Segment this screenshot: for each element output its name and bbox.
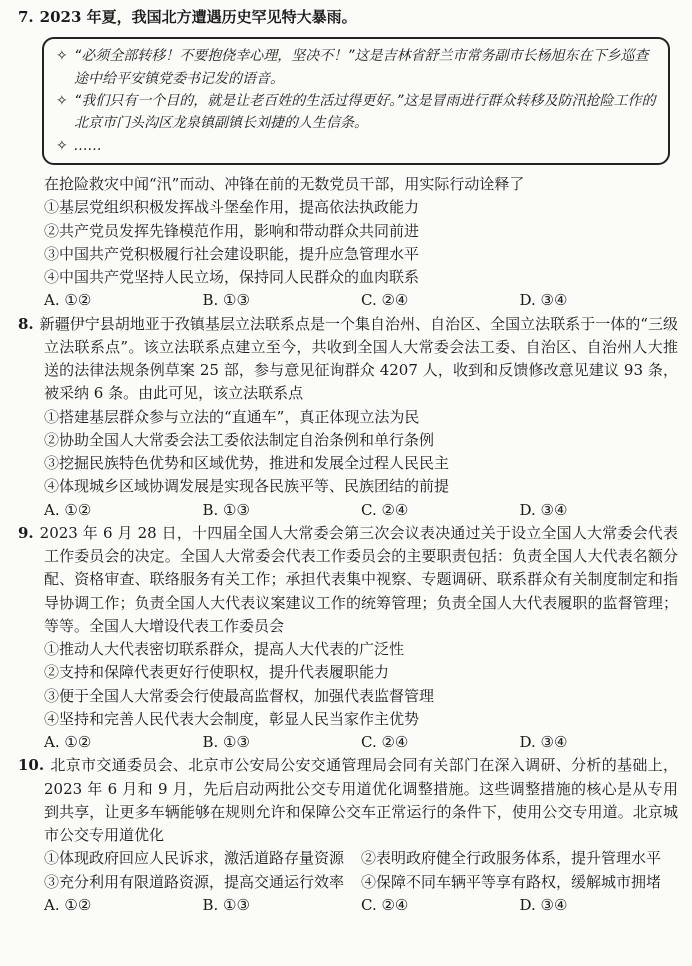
quote-text: “必须全部转移！不要抱侥幸心理，坚决不！”这是吉林省舒兰市常务副市长杨旭东在下乡巡查途中给平安镇党委书记发的语音。 bbox=[74, 48, 649, 87]
statement: ③中国共产党积极履行社会建设职能，提升应急管理水平 bbox=[44, 244, 420, 263]
statement-row bbox=[18, 871, 678, 894]
statement: ④中国共产党坚持人民立场，保持同人民群众的血肉联系 bbox=[44, 268, 420, 287]
quote-text: …… bbox=[74, 137, 102, 154]
option-c[interactable]: C. ②④ bbox=[361, 733, 409, 752]
question-number: 9. bbox=[18, 523, 34, 542]
question-number: 7. bbox=[18, 8, 34, 26]
statement: ①推动人大代表密切联系群众，提高人大代表的广泛性 bbox=[44, 640, 405, 659]
option-a[interactable]: A. ①② bbox=[44, 291, 92, 310]
question-stem-text: 北京市交通委员会、北京市公安局公安交通管理局会同有关部门在深入调研、分析的基础上，2023 年 6 月和 9 月，先后启动两批公交专用道优化调整措施。这些调整措施的核心是从专用到共享，让更多车辆能够在规则允许和保障公交车正常运行的条件下，使用公交专用道。北京城市公交专用道优化 bbox=[44, 756, 678, 845]
answer-options bbox=[18, 731, 678, 754]
quote-item bbox=[56, 135, 656, 157]
question-7 bbox=[18, 6, 678, 313]
option-c[interactable]: C. ②④ bbox=[361, 291, 409, 310]
question-number: 10. bbox=[18, 756, 45, 775]
option-d[interactable]: D. ③④ bbox=[519, 291, 568, 310]
statement: ②表明政府健全行政服务体系，提升管理水平 bbox=[361, 849, 662, 868]
statement: ①基层党组织积极发挥战斗堡垒作用，提高依法执政能力 bbox=[44, 198, 420, 217]
statement: ③便于全国人大常委会行使最高监督权，加强代表监督管理 bbox=[44, 686, 435, 705]
statement: ③挖掘民族特色优势和区域优势，推进和发展全过程人民民主 bbox=[44, 454, 450, 473]
answer-options bbox=[18, 289, 678, 312]
question-9 bbox=[18, 522, 678, 755]
option-a[interactable]: A. ①② bbox=[44, 733, 92, 752]
statement: ②共产党员发挥先锋模范作用，影响和带动群众共同前进 bbox=[44, 221, 420, 240]
question-stem bbox=[18, 522, 678, 638]
answer-options bbox=[18, 894, 678, 917]
option-d[interactable]: D. ③④ bbox=[519, 895, 568, 914]
sparkle-icon: ✧ bbox=[56, 93, 68, 110]
quote-item bbox=[56, 45, 656, 90]
option-b[interactable]: B. ①③ bbox=[202, 733, 250, 752]
question-7-title bbox=[18, 6, 678, 29]
question-stem bbox=[18, 754, 678, 847]
option-b[interactable]: B. ①③ bbox=[202, 500, 250, 519]
question-stem-text: 2023 年 6 月 28 日，十四届全国人大常委会第三次会议表决通过关于设立全国人大常委会代表工作委员会的决定。全国人大常委会代表工作委员会的主要职责包括：负责全国人大代表名额分配、资格审查、联络服务有关工作；承担代表集中视察、专题调研、联系群众有关制度制定和指导协调工作；负责全国人大代表议案建议工作的统筹管理；负责全国人大代表履职的监督管理；等等。全国人大增设代表工作委员会 bbox=[39, 523, 678, 635]
question-8 bbox=[18, 313, 678, 522]
quote-box bbox=[42, 37, 670, 165]
statement: ④保障不同车辆平等享有路权，缓解城市拥堵 bbox=[361, 872, 662, 891]
question-title-text: 2023 年夏，我国北方遭遇历史罕见特大暴雨。 bbox=[39, 8, 357, 26]
quote-text: “我们只有一个目的，就是让老百姓的生活过得更好。”这是冒雨进行群众转移及防汛抢险工作的北京市门头沟区龙泉镇副镇长刘捷的人生信条。 bbox=[74, 93, 656, 132]
option-b[interactable]: B. ①③ bbox=[202, 291, 250, 310]
option-a[interactable]: A. ①② bbox=[44, 500, 92, 519]
option-b[interactable]: B. ①③ bbox=[202, 895, 250, 914]
statement: ①搭建基层群众参与立法的“直通车”，真正体现立法为民 bbox=[44, 407, 420, 426]
option-a[interactable]: A. ①② bbox=[44, 895, 92, 914]
option-c[interactable]: C. ②④ bbox=[361, 500, 409, 519]
statement: ②支持和保障代表更好行使职权，提升代表履职能力 bbox=[44, 663, 390, 682]
question-number: 8. bbox=[18, 314, 34, 333]
statement: ①体现政府回应人民诉求，激活道路存量资源 bbox=[44, 849, 345, 868]
question-stem-text: 新疆伊宁县胡地亚于孜镇基层立法联系点是一个集自治州、自治区、全国立法联系于一体的“三级立法联系点”。该立法联系点建立至今，共收到全国人大常委会法工委、自治区、自治州人大推送的法律法规条例草案 25 部，参与意见征询群众 4207 人，收到和反馈修改意见建议 93 条，被采纳 6 条。由此可见，该立法联系点 bbox=[39, 314, 678, 403]
option-c[interactable]: C. ②④ bbox=[361, 895, 409, 914]
statement: ③充分利用有限道路资源，提高交通运行效率 bbox=[44, 872, 345, 891]
question-stem bbox=[18, 313, 678, 406]
quote-item bbox=[56, 90, 656, 135]
statement: ②协助全国人大常委会法工委依法制定自治条例和单行条例 bbox=[44, 430, 435, 449]
option-d[interactable]: D. ③④ bbox=[519, 500, 568, 519]
statement: ④坚持和完善人民代表大会制度，彰显人民当家作主优势 bbox=[44, 709, 420, 728]
statement: ④体现城乡区域协调发展是实现各民族平等、民族团结的前提 bbox=[44, 477, 450, 496]
option-d[interactable]: D. ③④ bbox=[519, 733, 568, 752]
question-10 bbox=[18, 754, 678, 917]
statement-row bbox=[18, 847, 678, 870]
sparkle-icon: ✧ bbox=[56, 137, 68, 154]
answer-options bbox=[18, 499, 678, 522]
question-stem: 在抢险救灾中闻“汛”而动、冲锋在前的无数党员干部，用实际行动诠释了 bbox=[44, 175, 525, 194]
sparkle-icon: ✧ bbox=[56, 48, 68, 65]
